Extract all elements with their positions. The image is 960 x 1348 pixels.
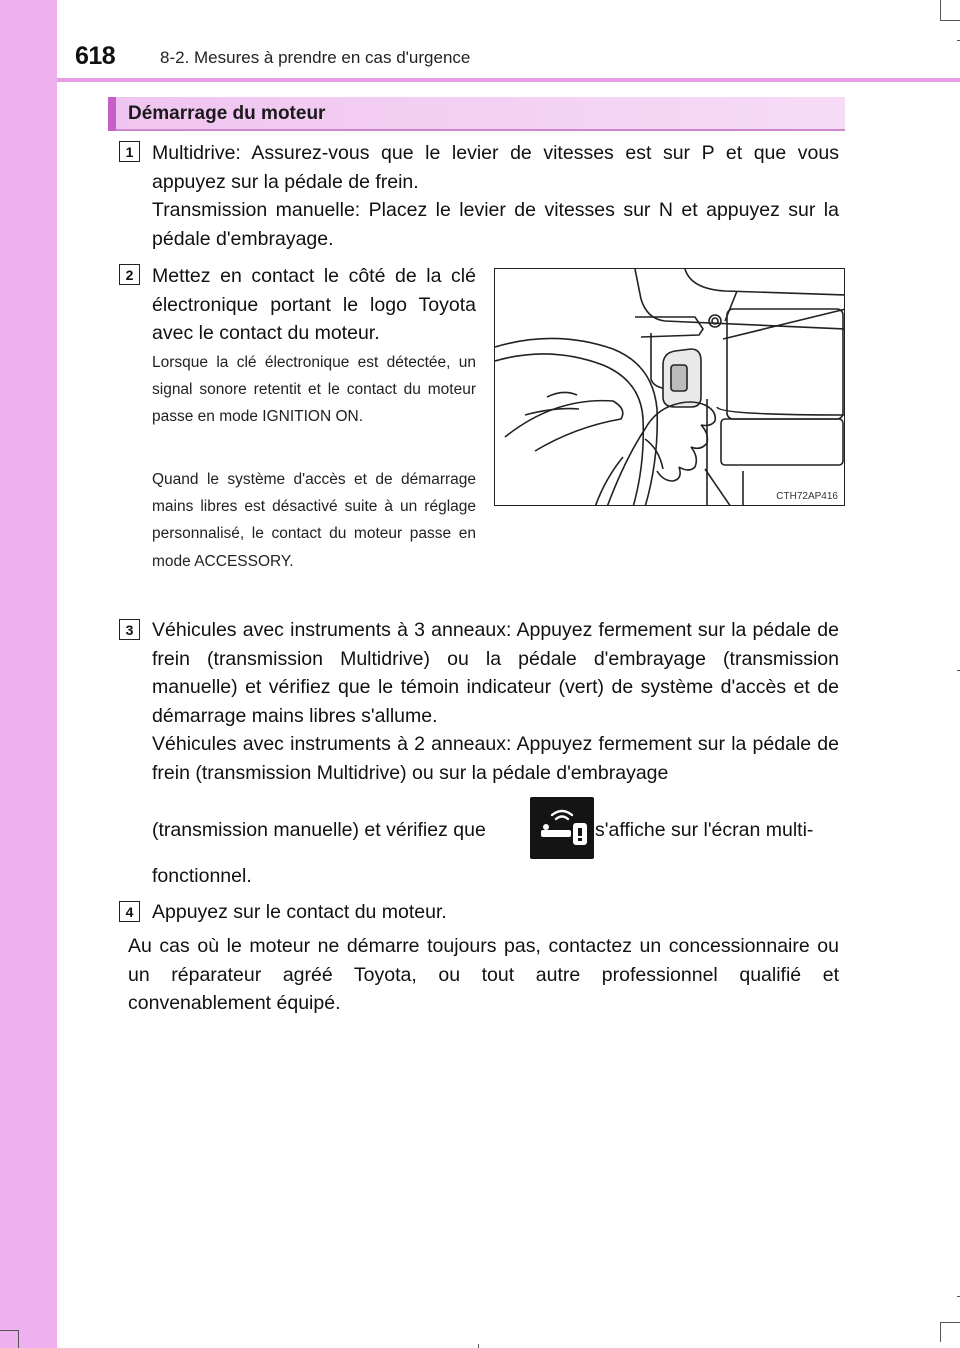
section-header: [108, 97, 845, 131]
step-2-number: 2: [119, 264, 140, 285]
section-title: Démarrage du moteur: [128, 103, 326, 124]
crop-mark: [478, 1344, 479, 1348]
crop-mark: [0, 1330, 18, 1331]
step-3-para-1: Véhicules avec instruments à 3 anneaux: Appuyez fermement sur la pédale de frein (transmission Multidrive) ou la pédale d'embrayage (transmission manuelle) et vérifiez que le témoin indicateur (vert) de système d'accès et de démarrage mains libres s'allume.: [152, 619, 839, 727]
page-number: 618: [75, 42, 116, 70]
step-2-note-2: Quand le système d'accès et de démarrage mains libres est désactivé suite à un réglage personnalisé, le contact du moteur passe en mode ACCESSORY.: [152, 471, 476, 570]
illustration-drawing: [495, 269, 845, 506]
step-2-main: Mettez en contact le côté de la clé électronique portant le logo Toyota avec le contact du moteur.: [152, 265, 476, 345]
step-2-note-1: Lorsque la clé électronique est détectée, un signal sonore retentit et le contact du moteur passe en mode IGNITION ON.: [152, 354, 476, 426]
step-4-number: 4: [119, 901, 140, 922]
step-3-para-2-end: fonctionnel.: [152, 865, 252, 887]
step-1-number: 1: [119, 141, 140, 162]
step-1-line-2: Transmission manuelle: Placez le levier de vitesses sur N et appuyez sur la pédale d'embrayage.: [152, 199, 839, 250]
step-4-text: Appuyez sur le contact du moteur.: [152, 901, 447, 923]
smart-key-indicator-icon: [530, 797, 594, 859]
crop-mark: [940, 1322, 960, 1323]
smart-key-indicator-glyph: [530, 797, 594, 859]
closing-paragraph: Au cas où le moteur ne démarre toujours pas, contactez un concessionnaire ou un réparateur agréé Toyota, ou tout autre professionnel qualifié et convenablement équipé.: [128, 935, 839, 1015]
figure-code: CTH72AP416: [776, 491, 838, 502]
crop-mark: [18, 1330, 19, 1348]
crop-mark: [940, 20, 960, 21]
key-in-hand-illustration: [494, 268, 845, 506]
step-1-line-1: Multidrive: Assurez-vous que le levier de vitesses est sur P et que vous appuyez sur la pédale de frein.: [152, 142, 839, 193]
header-rule: [57, 78, 960, 82]
step-1-text: [152, 139, 839, 253]
step-3-icon-line: [152, 797, 839, 863]
crop-mark: [940, 1322, 941, 1342]
crop-mark: [940, 0, 941, 20]
step-3-before-icon: (transmission manuelle) et vérifiez que: [152, 819, 486, 841]
section-accent: [108, 97, 116, 131]
step-3-para-2: Véhicules avec instruments à 2 anneaux: Appuyez fermement sur la pédale de frein (transmission Multidrive) ou sur la pédale d'embrayage: [152, 733, 839, 784]
page-sidebar: [0, 0, 57, 1348]
step-3-number: 3: [119, 619, 140, 640]
chapter-title: 8-2. Mesures à prendre en cas d'urgence: [160, 48, 471, 67]
step-3-after-icon: s'affiche sur l'écran multi-: [595, 819, 814, 841]
